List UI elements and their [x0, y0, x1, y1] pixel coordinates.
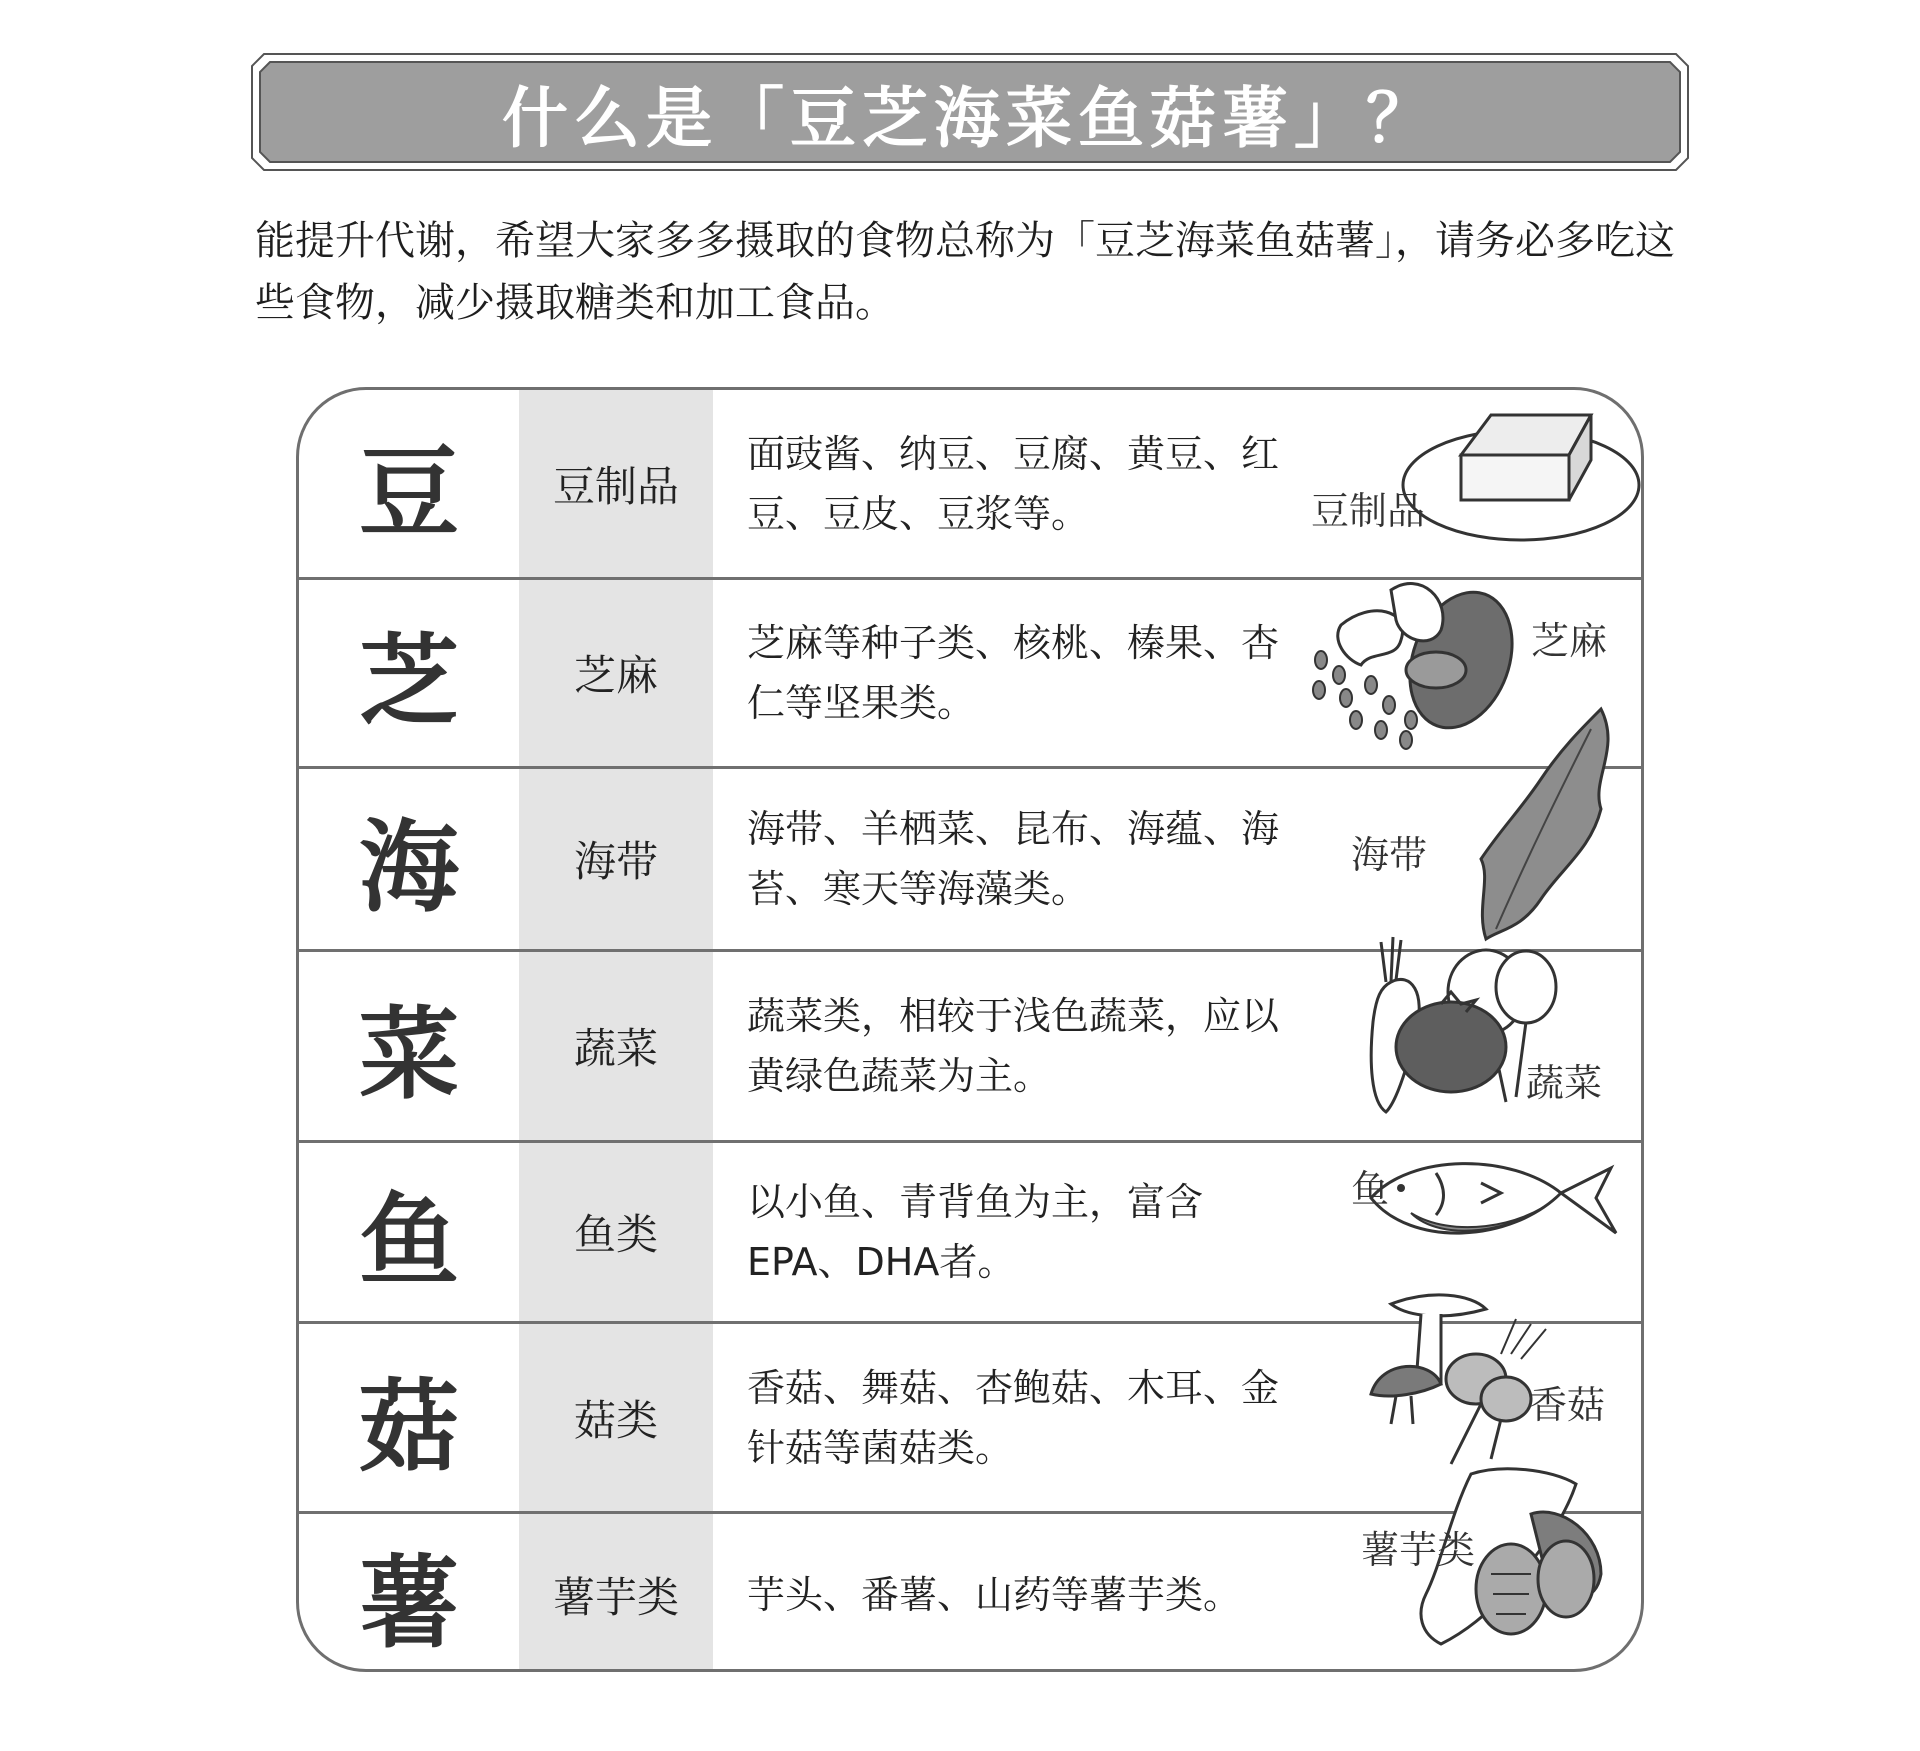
row-char: 海 — [359, 809, 459, 926]
illus-label: 芝麻 — [1531, 619, 1608, 663]
illus-label: 鱼 — [1351, 1167, 1390, 1211]
table-row — [299, 1511, 1641, 1672]
illus-label: 豆制品 — [1311, 489, 1426, 533]
row-char: 薯 — [359, 1544, 459, 1662]
row-description: 芋头、番薯、山药等薯芋类。 — [747, 1572, 1242, 1617]
row-category: 豆制品 — [552, 461, 679, 511]
row-char: 芝 — [359, 623, 459, 740]
row-category: 薯芋类 — [552, 1572, 679, 1622]
row-category: 芝麻 — [573, 651, 658, 700]
table-row — [299, 766, 1641, 949]
page-title: 什么是「豆芝海菜鱼菇薯」？ — [502, 79, 1438, 157]
row-description: 海带、羊栖菜、昆布、海蕴、海苔、寒天等海藻类。 — [747, 807, 1280, 911]
tofu-icon — [1301, 390, 1641, 577]
row-char: 菜 — [359, 996, 459, 1113]
table-row — [299, 390, 1641, 577]
row-char: 鱼 — [359, 1182, 459, 1299]
intro-paragraph: 能提升代谢，希望大家多多摄取的食物总称为「豆芝海菜鱼菇薯」，请务必多吃这些食物，减少摄取糖类和加工食品。 — [255, 218, 1675, 326]
vegetables-icon — [1301, 952, 1641, 1140]
illus-label: 海带 — [1351, 833, 1428, 877]
row-description: 面豉酱、纳豆、豆腐、黄豆、红豆、豆皮、豆浆等。 — [747, 431, 1280, 536]
title-banner — [250, 52, 1690, 172]
row-category: 鱼类 — [573, 1210, 658, 1259]
row-description: 以小鱼、青背鱼为主，富含EPA、DHA者。 — [747, 1180, 1204, 1284]
illus-label: 香菇 — [1529, 1383, 1606, 1427]
fish-icon — [1301, 1143, 1641, 1321]
table-row — [299, 1321, 1641, 1511]
row-category: 菇类 — [573, 1395, 658, 1445]
row-category: 蔬菜 — [573, 1024, 658, 1073]
table-row — [299, 949, 1641, 1140]
row-category: 海带 — [573, 837, 658, 886]
row-description: 蔬菜类，相较于浅色蔬菜，应以黄绿色蔬菜为主。 — [747, 994, 1280, 1098]
potato-icon — [1301, 1514, 1641, 1672]
row-char: 菇 — [359, 1367, 459, 1485]
table-row — [299, 577, 1641, 766]
food-table — [296, 387, 1644, 1672]
row-char: 豆 — [359, 433, 459, 551]
seaweed-icon — [1301, 769, 1641, 949]
row-description: 香菇、舞菇、杏鲍菇、木耳、金针菇等菌菇类。 — [747, 1365, 1280, 1470]
illus-label: 蔬菜 — [1526, 1061, 1603, 1105]
row-description: 芝麻等种子类、核桃、榛果、杏仁等坚果类。 — [747, 621, 1280, 725]
illus-label: 薯芋类 — [1361, 1528, 1476, 1572]
